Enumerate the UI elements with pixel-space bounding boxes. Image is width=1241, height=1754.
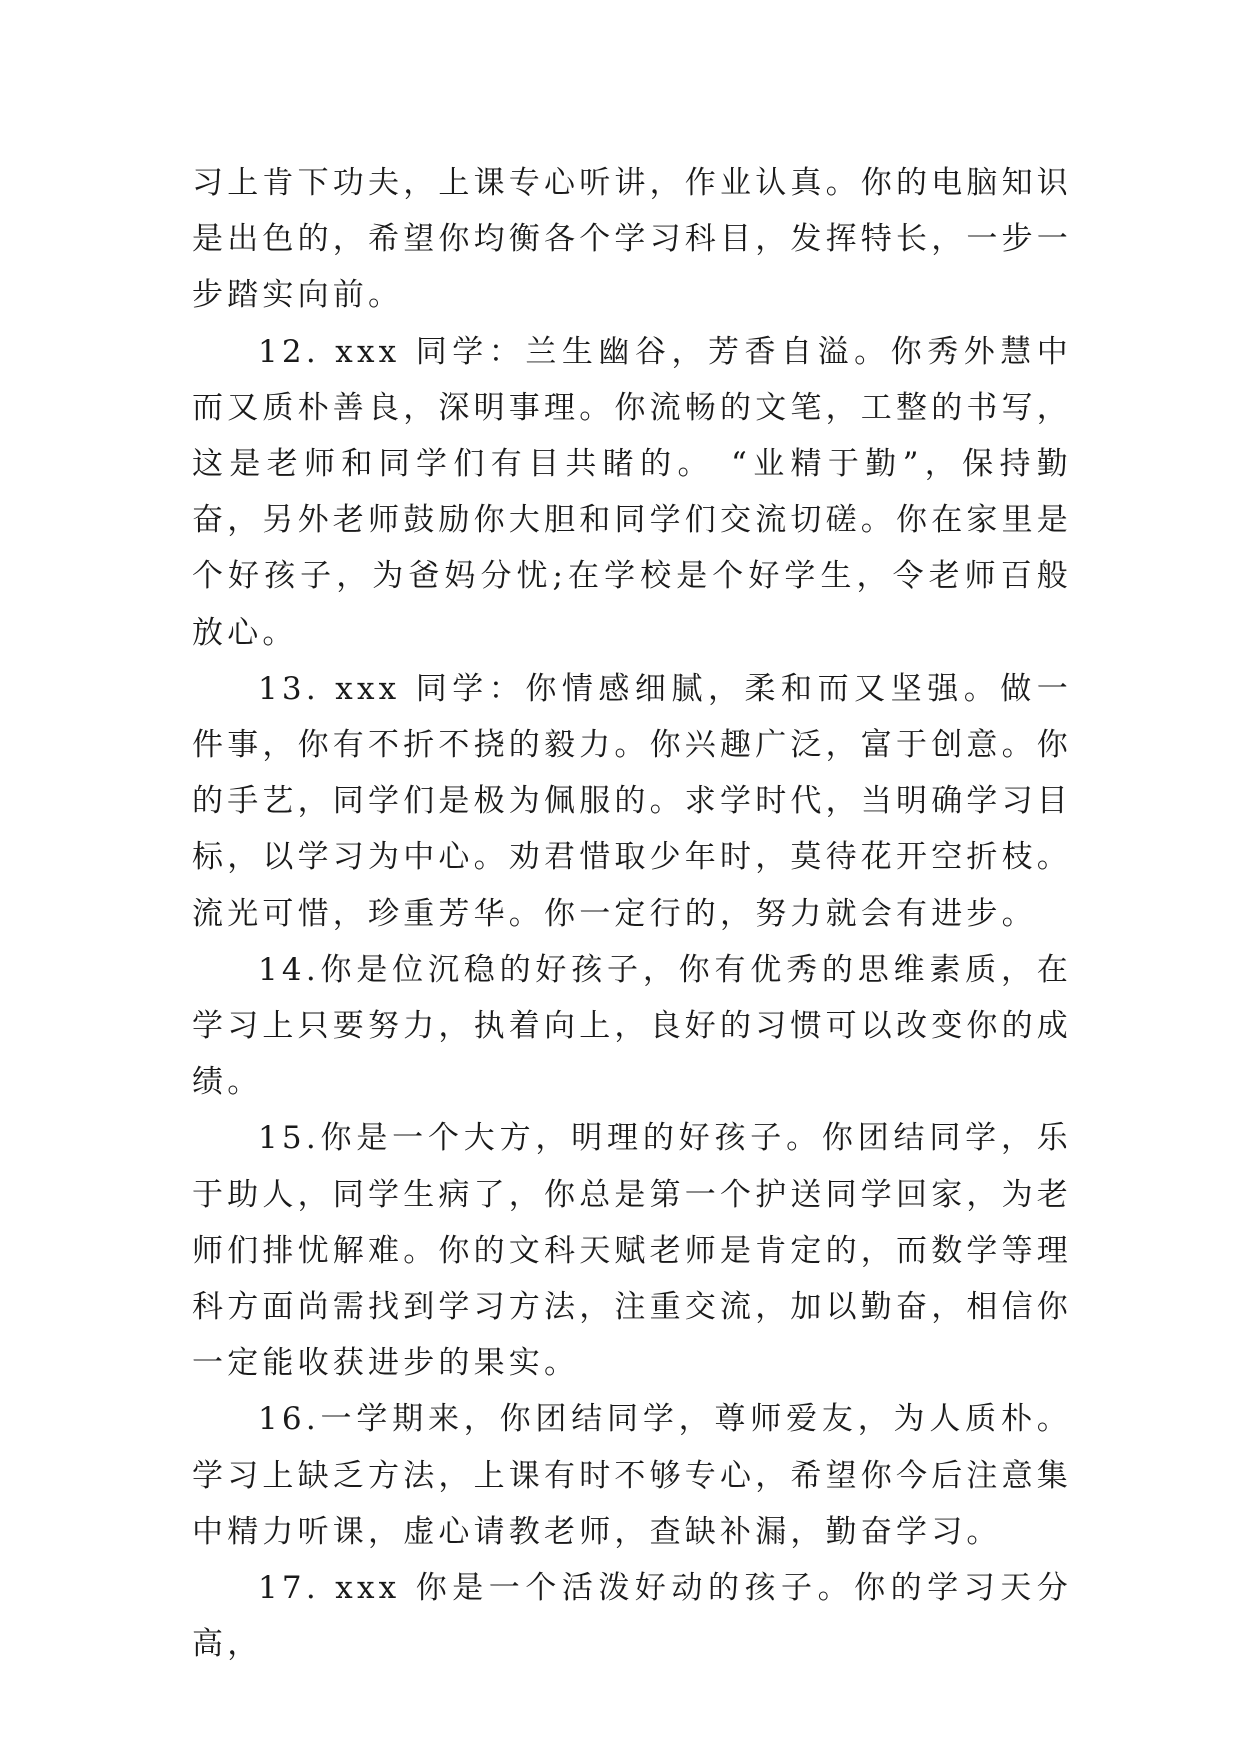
document-body bbox=[192, 155, 1072, 1672]
paragraph-comment-14: 14.你是位沉稳的好孩子，你有优秀的思维素质，在学习上只要努力，执着向上，良好的习惯可以改变你的成绩。 bbox=[192, 951, 1072, 1101]
paragraph-comment-13: 13. xxx 同学：你情感细腻，柔和而又坚强。做一件事，你有不折不挠的毅力。你兴趣广泛，富于创意。你的手艺，同学们是极为佩服的。求学时代，当明确学习目标，以学习为中心。劝君惜取少年时，莫待花开空折枝。流光可惜，珍重芳华。你一定行的，努力就会有进步。 bbox=[192, 670, 1072, 932]
paragraph-comment-15: 15.你是一个大方，明理的好孩子。你团结同学，乐于助人，同学生病了，你总是第一个护送同学回家，为老师们排忧解难。你的文科天赋老师是肯定的，而数学等理科方面尚需找到学习方法，注重交流，加以勤奋，相信你一定能收获进步的果实。 bbox=[192, 1120, 1072, 1382]
paragraph-continuation: 习上肯下功夫，上课专心听讲，作业认真。你的电脑知识是出色的，希望你均衡各个学习科目，发挥特长，一步一步踏实向前。 bbox=[192, 165, 1072, 314]
paragraph-comment-16: 16.一学期来，你团结同学，尊师爱友，为人质朴。学习上缺乏方法，上课有时不够专心，希望你今后注意集中精力听课，虚心请教老师，查缺补漏，勤奋学习。 bbox=[192, 1401, 1072, 1550]
paragraph-comment-12: 12. xxx 同学：兰生幽谷，芳香自溢。你秀外慧中而又质朴善良，深明事理。你流畅的文笔，工整的书写，这是老师和同学们有目共睹的。 “业精于勤”，保持勤奋，另外老师鼓励你大胆和同学们交流切磋。你在家里是个好孩子，为爸妈分忧;在学校是个好学生，令老师百般放心。 bbox=[192, 333, 1072, 651]
paragraph-comment-17: 17. xxx 你是一个活泼好动的孩子。你的学习天分高， bbox=[192, 1570, 1072, 1663]
